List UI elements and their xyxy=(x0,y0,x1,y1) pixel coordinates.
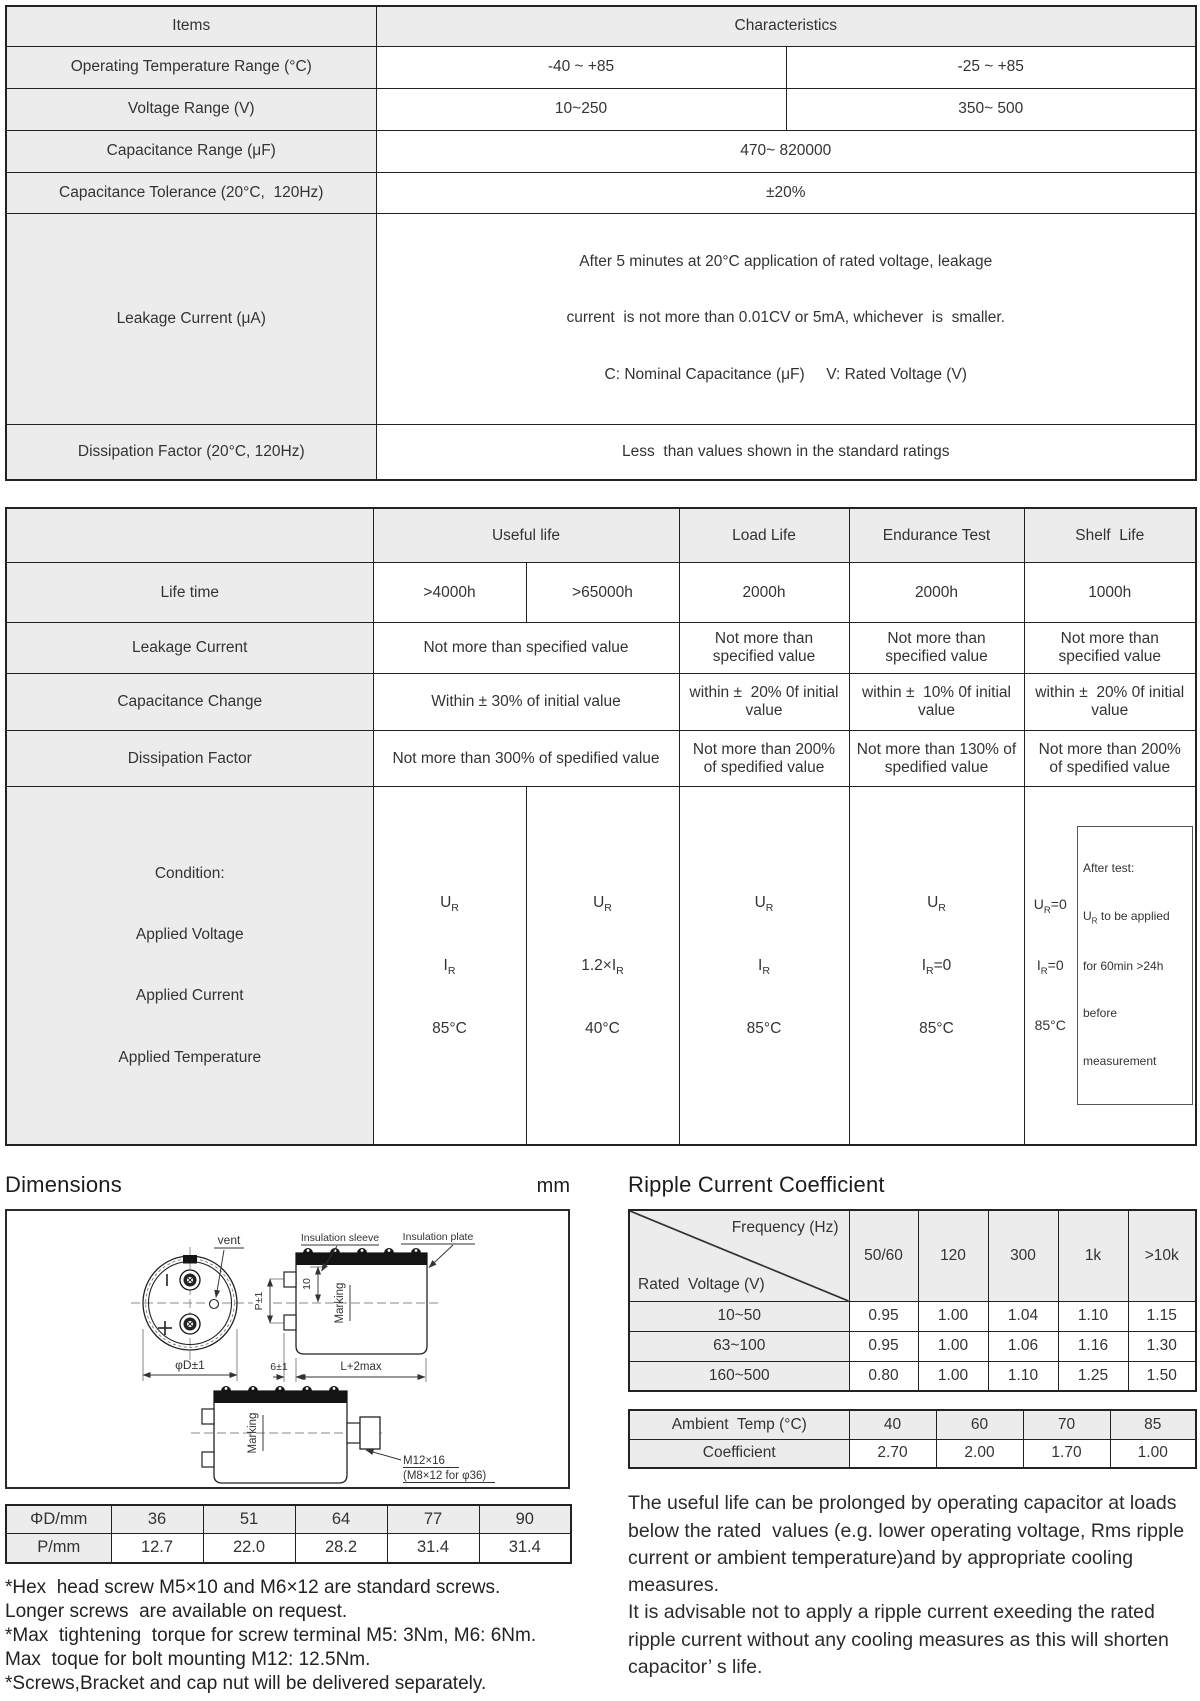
freq-col-header: 300 xyxy=(988,1210,1058,1302)
condition-value: $I_R$ xyxy=(443,956,456,978)
table-row xyxy=(629,1210,1196,1302)
freq-col-header: 50/60 xyxy=(849,1210,918,1302)
life-capchange-useful: Within ± 30% of initial value xyxy=(373,674,679,731)
size-p-value: 31.4 xyxy=(479,1534,571,1563)
freq-table-corner-cell xyxy=(629,1210,849,1302)
table-row xyxy=(6,425,1196,480)
freq-col-header: >10k xyxy=(1128,1210,1196,1302)
condition-value: 85°C xyxy=(432,1020,467,1038)
table-row xyxy=(6,508,1196,563)
table-row xyxy=(629,1331,1196,1361)
note-line: for 60min >24h xyxy=(1083,958,1164,973)
size-table xyxy=(5,1504,572,1564)
size-d-label: ΦD/mm xyxy=(6,1505,111,1534)
spec-leakage-line2: current is not more than 0.01CV or 5mA, whichever is smaller. xyxy=(566,309,1005,327)
table-row xyxy=(629,1361,1196,1391)
table-row xyxy=(6,1505,571,1534)
temp-value: 70 xyxy=(1023,1410,1110,1439)
temp-value: 40 xyxy=(849,1410,936,1439)
vent-hole xyxy=(210,1299,219,1308)
spec-leakage-value xyxy=(376,213,1196,425)
condition-value: 85°C xyxy=(919,1020,954,1038)
spec-voltage-high: 350~ 500 xyxy=(786,88,1196,130)
life-leakage-shelf: Not more than specified value xyxy=(1024,623,1196,674)
condition-label-cell xyxy=(6,787,373,1145)
condition-value: $U_R$ xyxy=(440,893,459,914)
spec-leakage-label: Leakage Current (μA) xyxy=(6,213,376,425)
life-dissipation-shelf: Not more than 200% of spedified value xyxy=(1024,731,1196,787)
table-row xyxy=(6,88,1196,130)
condition-value: 40°C xyxy=(585,1020,620,1038)
life-capchange-shelf: within ± 20% 0f initial value xyxy=(1024,674,1196,731)
spec-tolerance-value: ±20% xyxy=(376,172,1196,213)
shelf-life-note xyxy=(1077,826,1193,1105)
condition-label-line1: Condition: xyxy=(154,865,225,883)
side-view-top xyxy=(253,1231,475,1382)
size-p-value: 28.2 xyxy=(295,1534,387,1563)
side-view-bottom xyxy=(191,1386,495,1483)
polarity-marker xyxy=(183,1255,197,1264)
freq-value: 1.10 xyxy=(1058,1301,1128,1331)
freq-corner-bottom-label: Rated Voltage (V) xyxy=(638,1275,765,1293)
freq-value: 1.06 xyxy=(988,1331,1058,1361)
dimensions-diagram xyxy=(5,1209,570,1489)
freq-col-header: 120 xyxy=(918,1210,988,1302)
temp-row-label: Ambient Temp (°C) xyxy=(629,1410,849,1439)
condition-value: $U_R$ xyxy=(593,893,612,914)
note-line: $U_R$ to be applied xyxy=(1083,908,1170,926)
spec-voltage-label: Voltage Range (V) xyxy=(6,88,376,130)
temp-value: 60 xyxy=(936,1410,1023,1439)
table-row xyxy=(6,674,1196,731)
note-line: before xyxy=(1083,1006,1118,1021)
condition-value: $1.2\times I_R$ xyxy=(581,956,624,978)
life-time-load: 2000h xyxy=(679,563,849,623)
life-time-label: Life time xyxy=(6,563,373,623)
table-row xyxy=(629,1439,1196,1468)
condition-shelf xyxy=(1024,787,1196,1145)
condition-useful-a xyxy=(373,787,526,1145)
size-d-value: 90 xyxy=(479,1505,571,1534)
spec-capacitance-value: 470~ 820000 xyxy=(376,130,1196,172)
condition-load xyxy=(679,787,849,1145)
mounting-stud-head xyxy=(360,1417,380,1449)
terminal-stub xyxy=(284,1272,296,1287)
note-line: Max toque for bolt mounting M12: 12.5Nm. xyxy=(5,1649,371,1671)
life-header-load: Load Life xyxy=(679,508,849,563)
terminal-bumps xyxy=(303,1248,421,1253)
freq-col-header: 1k xyxy=(1058,1210,1128,1302)
coef-row-label: Coefficient xyxy=(629,1439,849,1468)
condition-value: $I_R=0$ xyxy=(1036,956,1064,977)
life-dissipation-useful: Not more than 300% of spedified value xyxy=(373,731,679,787)
table-row xyxy=(6,46,1196,88)
capacitor-drawing xyxy=(7,1211,568,1487)
life-capchange-load: within ± 20% 0f initial value xyxy=(679,674,849,731)
coef-value: 2.00 xyxy=(936,1439,1023,1468)
condition-value: $U_R$ xyxy=(927,893,946,914)
table-row xyxy=(629,1410,1196,1439)
spec-voltage-low: 10~250 xyxy=(376,88,786,130)
insulation-plate-label: Insulation plate xyxy=(402,1230,474,1243)
life-time-shelf: 1000h xyxy=(1024,563,1196,623)
freq-value: 1.04 xyxy=(988,1301,1058,1331)
freq-value: 0.80 xyxy=(849,1361,918,1391)
life-leakage-endurance: Not more than specified value xyxy=(849,623,1024,674)
size-p-value: 12.7 xyxy=(111,1534,203,1563)
table-row xyxy=(6,623,1196,674)
freq-value: 1.30 xyxy=(1128,1331,1196,1361)
table-row xyxy=(6,172,1196,213)
life-time-endurance: 2000h xyxy=(849,563,1024,623)
freq-value: 1.00 xyxy=(918,1331,988,1361)
note-line: measurement xyxy=(1083,1053,1157,1068)
terminal-bumps xyxy=(221,1386,339,1391)
table-row xyxy=(6,563,1196,623)
condition-value: $I_R=0$ xyxy=(921,956,952,978)
ten-dim-label: 10 xyxy=(301,1277,313,1290)
spec-op-temp-low: -40 ~ +85 xyxy=(376,46,786,88)
table-row xyxy=(6,1534,571,1563)
condition-label-line4: Applied Temperature xyxy=(118,1048,262,1066)
freq-value: 1.00 xyxy=(918,1361,988,1391)
life-header-endurance: Endurance Test xyxy=(849,508,1024,563)
note-line: After test: xyxy=(1083,861,1135,876)
useful-life-text xyxy=(628,1490,1195,1681)
note-line: *Hex head screw M5×10 and M6×12 are standard screws. xyxy=(5,1576,501,1598)
front-view xyxy=(131,1233,253,1381)
spec-header-characteristics: Characteristics xyxy=(376,6,1196,46)
marking-label: Marking xyxy=(334,1282,346,1324)
freq-value: 1.15 xyxy=(1128,1301,1196,1331)
life-time-useful-b: >65000h xyxy=(526,563,679,623)
note-line: *Max tightening torque for screw terminal M5: 3Nm, M6: 6Nm. xyxy=(5,1624,537,1646)
life-capchange-label: Capacitance Change xyxy=(6,674,373,731)
bolt-alt-spec-label: (M8×12 for φ36) xyxy=(403,1469,487,1482)
freq-value: 1.00 xyxy=(918,1301,988,1331)
size-p-label: P/mm xyxy=(6,1534,111,1563)
terminal-stub xyxy=(202,1452,214,1467)
life-header-blank xyxy=(6,508,373,563)
paragraph: The useful life can be prolonged by operating capacitor at loads below the rated values (e.g. lower operating voltage, Rms ripple current or ambient temperature)and by appropriate cooling measures. xyxy=(628,1492,1190,1597)
pitch-dim-label: P±1 xyxy=(253,1291,265,1311)
size-d-value: 64 xyxy=(295,1505,387,1534)
coef-value: 1.70 xyxy=(1023,1439,1110,1468)
spec-tolerance-label: Capacitance Tolerance (20°C, 120Hz) xyxy=(6,172,376,213)
condition-useful-b xyxy=(526,787,679,1145)
positive-terminal-icon xyxy=(180,1314,200,1334)
freq-value: 1.50 xyxy=(1128,1361,1196,1391)
spec-capacitance-label: Capacitance Range (μF) xyxy=(6,130,376,172)
temp-value: 85 xyxy=(1110,1410,1196,1439)
life-header-useful: Useful life xyxy=(373,508,679,563)
paragraph: It is advisable not to apply a ripple current exeeding the rated ripple current without any cooling measures as this will shorten capacitor’ s life. xyxy=(628,1601,1175,1678)
condition-label-line3: Applied Current xyxy=(135,987,244,1005)
dimensions-section xyxy=(5,1172,570,1697)
freq-value: 0.95 xyxy=(849,1301,918,1331)
freq-value: 1.10 xyxy=(988,1361,1058,1391)
dimensions-unit: mm xyxy=(536,1174,570,1197)
spec-op-temp-label: Operating Temperature Range (°C) xyxy=(6,46,376,88)
spec-leakage-line3: C: Nominal Capacitance (μF) V: Rated Voltage (V) xyxy=(604,366,967,384)
coef-value: 1.00 xyxy=(1110,1439,1196,1468)
table-row xyxy=(6,731,1196,787)
note-line: Longer screws are available on request. xyxy=(5,1600,348,1622)
size-p-value: 31.4 xyxy=(387,1534,479,1563)
table-row xyxy=(6,6,1196,46)
bolt-spec-label: M12×16 xyxy=(403,1454,445,1467)
mounting-stud-neck xyxy=(347,1423,360,1443)
specification-table xyxy=(5,5,1197,481)
temperature-coefficient-table xyxy=(628,1409,1197,1469)
dimensions-title: Dimensions xyxy=(5,1171,122,1197)
size-d-value: 51 xyxy=(203,1505,295,1534)
freq-corner-top-label: Frequency (Hz) xyxy=(731,1218,839,1236)
freq-row-label: 160~500 xyxy=(629,1361,849,1391)
terminal-stub xyxy=(202,1409,214,1424)
condition-value: 85°C xyxy=(1034,1017,1066,1034)
table-row xyxy=(6,213,1196,425)
six-dim-label: 6±1 xyxy=(270,1360,288,1373)
spec-leakage-line1: After 5 minutes at 20°C application of rated voltage, leakage xyxy=(579,252,993,270)
condition-endurance xyxy=(849,787,1024,1145)
spec-op-temp-high: -25 ~ +85 xyxy=(786,46,1196,88)
life-header-shelf: Shelf Life xyxy=(1024,508,1196,563)
size-p-value: 22.0 xyxy=(203,1534,295,1563)
life-time-useful-a: >4000h xyxy=(373,563,526,623)
condition-value: 85°C xyxy=(746,1020,782,1038)
life-capchange-endurance: within ± 10% 0f initial value xyxy=(849,674,1024,731)
size-d-value: 36 xyxy=(111,1505,203,1534)
life-leakage-load: Not more than specified value xyxy=(679,623,849,674)
spec-header-items: Items xyxy=(6,6,376,46)
life-dissipation-label: Dissipation Factor xyxy=(6,731,373,787)
life-table xyxy=(5,507,1197,1146)
marking-label: Marking xyxy=(247,1412,259,1454)
vent-label: vent xyxy=(217,1232,241,1247)
note-line: *Screws,Bracket and cap nut will be delivered separately. xyxy=(5,1673,487,1695)
condition-label-line2: Applied Voltage xyxy=(135,926,244,944)
frequency-coefficient-table xyxy=(628,1209,1197,1393)
negative-terminal-icon xyxy=(180,1270,200,1290)
life-dissipation-load: Not more than 200% of spedified value xyxy=(679,731,849,787)
size-d-value: 77 xyxy=(387,1505,479,1534)
condition-value: $U_R=0$ xyxy=(1033,896,1067,916)
table-row xyxy=(6,787,1196,1145)
insulation-sleeve-label: Insulation sleeve xyxy=(300,1231,380,1244)
condition-value: $I_R$ xyxy=(758,956,770,978)
table-row xyxy=(629,1301,1196,1331)
length-dim-label: L+2max xyxy=(340,1360,382,1373)
freq-value: 0.95 xyxy=(849,1331,918,1361)
plus-sign xyxy=(158,1321,172,1335)
coef-value: 2.70 xyxy=(849,1439,936,1468)
condition-value: $U_R$ xyxy=(754,893,774,914)
ripple-title: Ripple Current Coefficient xyxy=(628,1171,885,1197)
table-row xyxy=(6,130,1196,172)
life-leakage-label: Leakage Current xyxy=(6,623,373,674)
ripple-section xyxy=(628,1172,1195,1697)
terminal-stub xyxy=(284,1315,296,1330)
diameter-dim-label: φD±1 xyxy=(175,1357,205,1372)
freq-value: 1.25 xyxy=(1058,1361,1128,1391)
dimension-notes xyxy=(5,1576,570,1697)
freq-row-label: 10~50 xyxy=(629,1301,849,1331)
freq-value: 1.16 xyxy=(1058,1331,1128,1361)
life-leakage-useful: Not more than specified value xyxy=(373,623,679,674)
spec-dissipation-value: Less than values shown in the standard ratings xyxy=(376,425,1196,480)
freq-row-label: 63~100 xyxy=(629,1331,849,1361)
spec-dissipation-label: Dissipation Factor (20°C, 120Hz) xyxy=(6,425,376,480)
life-dissipation-endurance: Not more than 130% of spedified value xyxy=(849,731,1024,787)
